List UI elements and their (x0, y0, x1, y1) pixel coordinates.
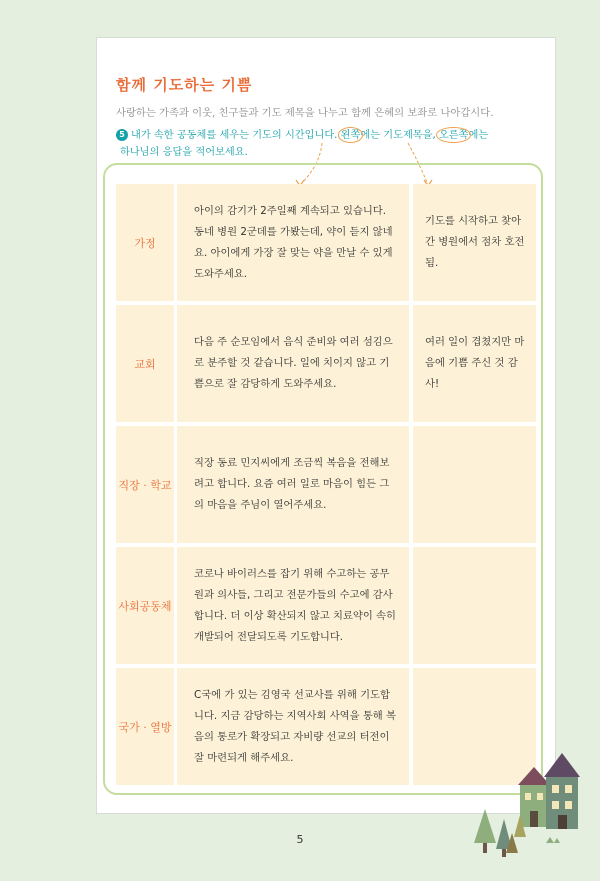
section-title: 함께 기도하는 기쁨 (116, 76, 253, 94)
row-answer: 여러 일이 겹쳤지만 마음에 기쁨 주신 것 감사! (413, 305, 536, 422)
left-word: 왼쪽 (340, 130, 361, 141)
row-category: 사회공동체 (116, 547, 174, 664)
row-category: 국가 · 열방 (116, 668, 174, 785)
page-number: 5 (296, 833, 304, 846)
row-answer (413, 426, 536, 543)
row-prayer: 다음 주 순모임에서 음식 준비와 여러 섬김으로 분주할 것 같습니다. 일에 치이지 않고 기쁨으로 잘 감당하게 도와주세요. (177, 305, 409, 422)
row-prayer: 직장 동료 민지씨에게 조금씩 복음을 전해보려고 합니다. 요즘 여러 일로 마음이 힘든 그의 마음을 주님이 열어주세요. (177, 426, 409, 543)
row-answer (413, 547, 536, 664)
row-prayer: 코로나 바이러스를 잡기 위해 수고하는 공무원과 의사들, 그리고 전문가들의 수고에 감사합니다. 더 이상 확산되지 않고 치료약이 속히 개발되어 전달되도록 기도합니다. (177, 547, 409, 664)
row-answer: 기도를 시작하고 찾아간 병원에서 점차 호전됨. (413, 184, 536, 301)
houses-illustration (460, 745, 600, 881)
section-intro: 사랑하는 가족과 이웃, 친구들과 기도 제목을 나누고 함께 은혜의 보좌로 나아갑시다. (116, 107, 494, 119)
instruction-part1: 내가 속한 공동체를 세우는 기도의 시간입니다. (131, 130, 341, 141)
row-category: 교회 (116, 305, 174, 422)
row-category: 가정 (116, 184, 174, 301)
instruction-part3: 에는 (468, 130, 489, 141)
row-category: 직장 · 학교 (116, 426, 174, 543)
right-word: 오른쪽 (438, 130, 469, 141)
row-prayer: 아이의 감기가 2주일째 계속되고 있습니다. 동네 병원 2군데를 가봤는데, 약이 듣지 않네요. 아이에게 가장 잘 맞는 약을 만날 수 있게 도와주세요. (177, 184, 409, 301)
step-number-badge: 5 (116, 129, 128, 141)
houses-icon (518, 753, 580, 829)
instruction-part2: 에는 기도제목을, (360, 130, 439, 141)
row-prayer: C국에 가 있는 김영국 선교사를 위해 기도합니다. 지금 감당하는 지역사회 사역을 통해 복음의 통로가 확장되고 자비량 선교의 터전이 잘 마련되게 해주세요. (177, 668, 409, 785)
instruction-line2: 하나님의 응답을 적어보세요. (120, 147, 248, 158)
